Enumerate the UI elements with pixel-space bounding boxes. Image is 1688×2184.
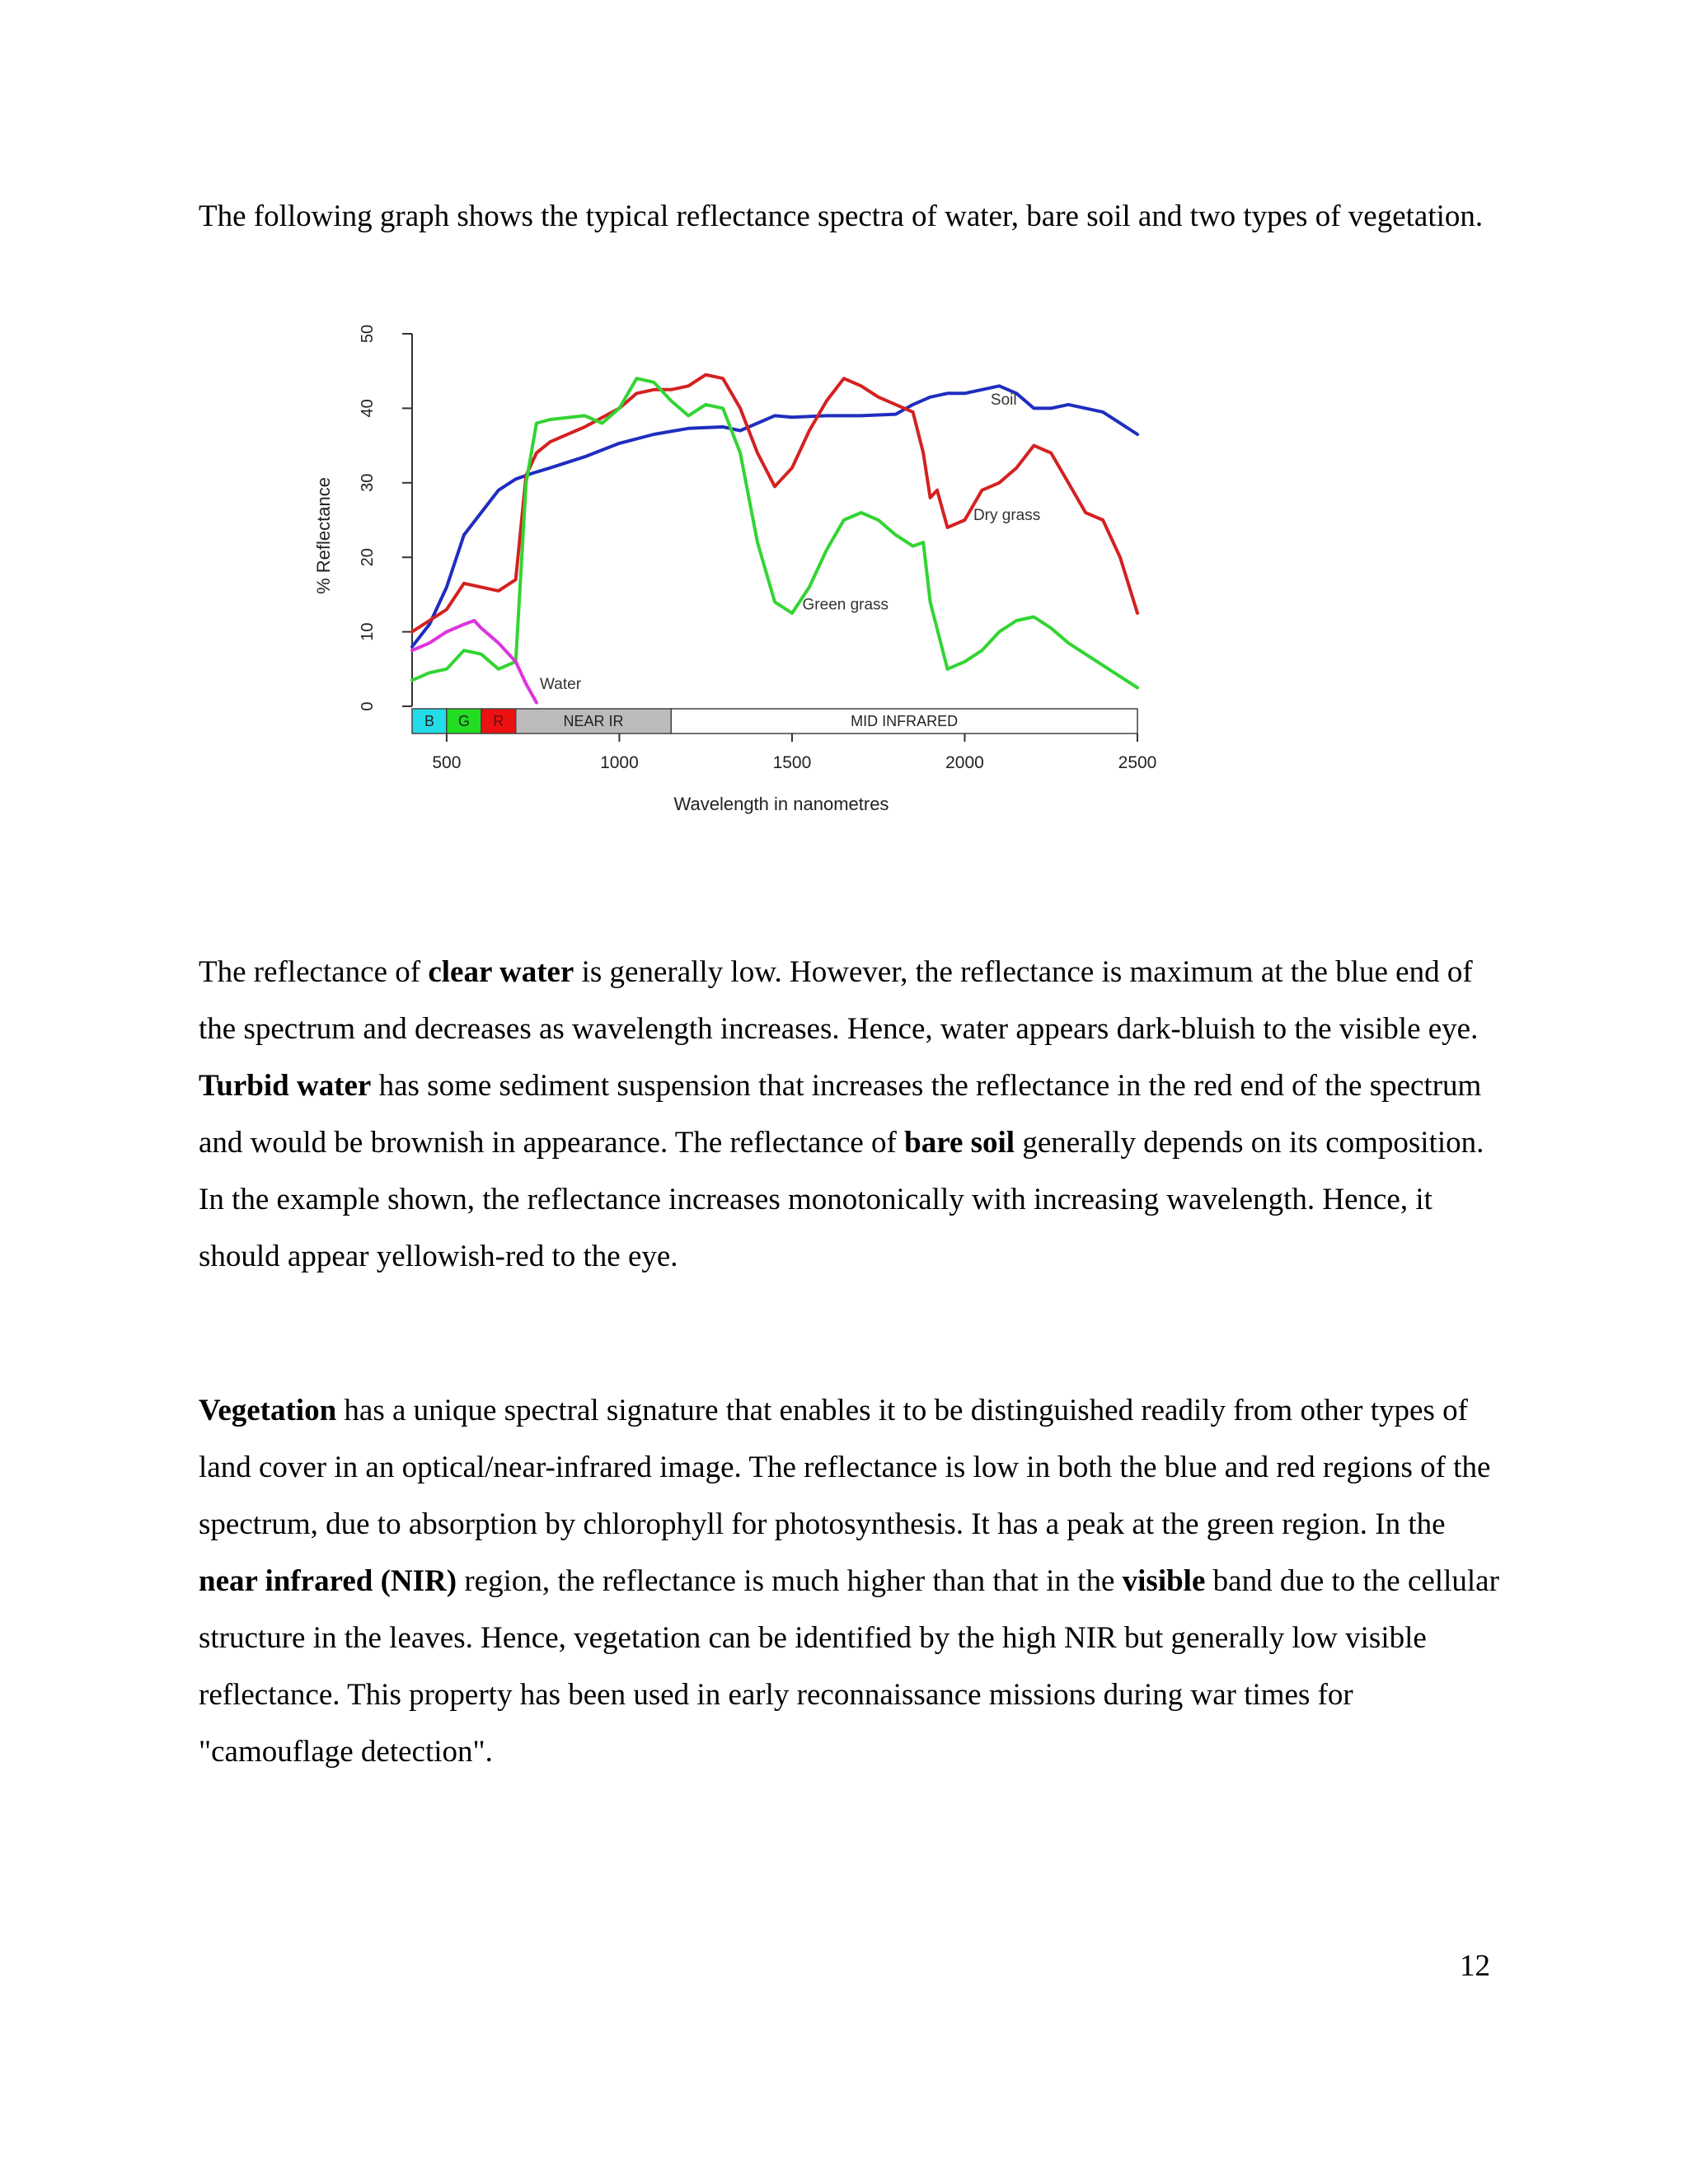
- chart-series: [412, 375, 1137, 703]
- bold-term: Vegetation: [199, 1394, 337, 1427]
- bold-term: clear water: [428, 955, 574, 989]
- y-tick-label: 20: [359, 548, 377, 567]
- x-tick-label: 500: [432, 753, 462, 772]
- series-label-dry-grass: Dry grass: [973, 507, 1041, 524]
- y-axis-label: % Reflectance: [313, 477, 334, 594]
- bold-term: visible: [1122, 1564, 1206, 1598]
- text-run: The reflectance of: [199, 955, 429, 989]
- x-axis-label: Wavelength in nanometres: [673, 794, 889, 814]
- bold-term: bare soil: [904, 1126, 1015, 1160]
- series-label-green-grass: Green grass: [802, 596, 889, 614]
- band-label: MID INFRARED: [851, 713, 959, 729]
- spectral-bands: [412, 709, 1156, 772]
- paragraph-vegetation: [199, 1382, 1501, 1780]
- intro-text: The following graph shows the typical reflectance spectra of water, bare soil and two types of vegetation.: [199, 199, 1484, 233]
- x-tick-label: 2000: [945, 753, 984, 772]
- text-run: generally depends on its composition. In the example shown, the reflectance increases monotonically with increasing wavelength. Hence, it should appear yellowish-red to the eye.: [199, 1126, 1484, 1273]
- bold-term: near infrared (NIR): [199, 1564, 457, 1598]
- band-label: R: [493, 713, 504, 729]
- y-tick-label: 0: [359, 701, 377, 711]
- text-run: has a unique spectral signature that enables it to be distinguished readily from other types of land cover in an optical/near-infrared image. The reflectance is low in both the blue and red regions of the spectrum, due to absorption by chlorophyll for photosynthesis. It has a peak at the green region. In the: [199, 1394, 1491, 1541]
- series-label-water: Water: [540, 676, 582, 694]
- text-run: has some sediment suspension that increases the reflectance in the red end of the spectrum and would be brownish in appearance. The reflectance of: [199, 1069, 1482, 1160]
- bold-term: Turbid water: [199, 1069, 372, 1103]
- x-tick-label: 1000: [600, 753, 639, 772]
- text-run: is generally low. However, the reflectance is maximum at the blue end of the spectrum and decreases as wavelength increases. Hence, water appears dark-bluish to the visible eye.: [199, 955, 1479, 1046]
- x-tick-label: 1500: [772, 753, 812, 772]
- y-tick-label: 30: [359, 473, 377, 492]
- text-run: band due to the cellular structure in the leaves. Hence, vegetation can be identified by the high NIR but generally low visible reflectance. This property has been used in early reconnaissance missions during war times for "camouflage detection".: [199, 1564, 1499, 1769]
- series-label-soil: Soil: [990, 391, 1017, 409]
- y-tick-label: 50: [359, 324, 377, 344]
- band-label: G: [457, 713, 470, 729]
- band-label: NEAR IR: [563, 713, 624, 729]
- chart-axes: [359, 325, 412, 711]
- text-run: region, the reflectance is much higher than that in the: [457, 1564, 1123, 1598]
- x-tick-label: 2500: [1118, 753, 1157, 772]
- y-tick-label: 10: [359, 622, 377, 641]
- y-tick-label: 40: [359, 399, 377, 418]
- band-label: B: [424, 713, 434, 729]
- paragraph-water-soil: [199, 944, 1501, 1285]
- page-number: 12: [1460, 1949, 1490, 1983]
- reflectance-chart: [297, 313, 1187, 841]
